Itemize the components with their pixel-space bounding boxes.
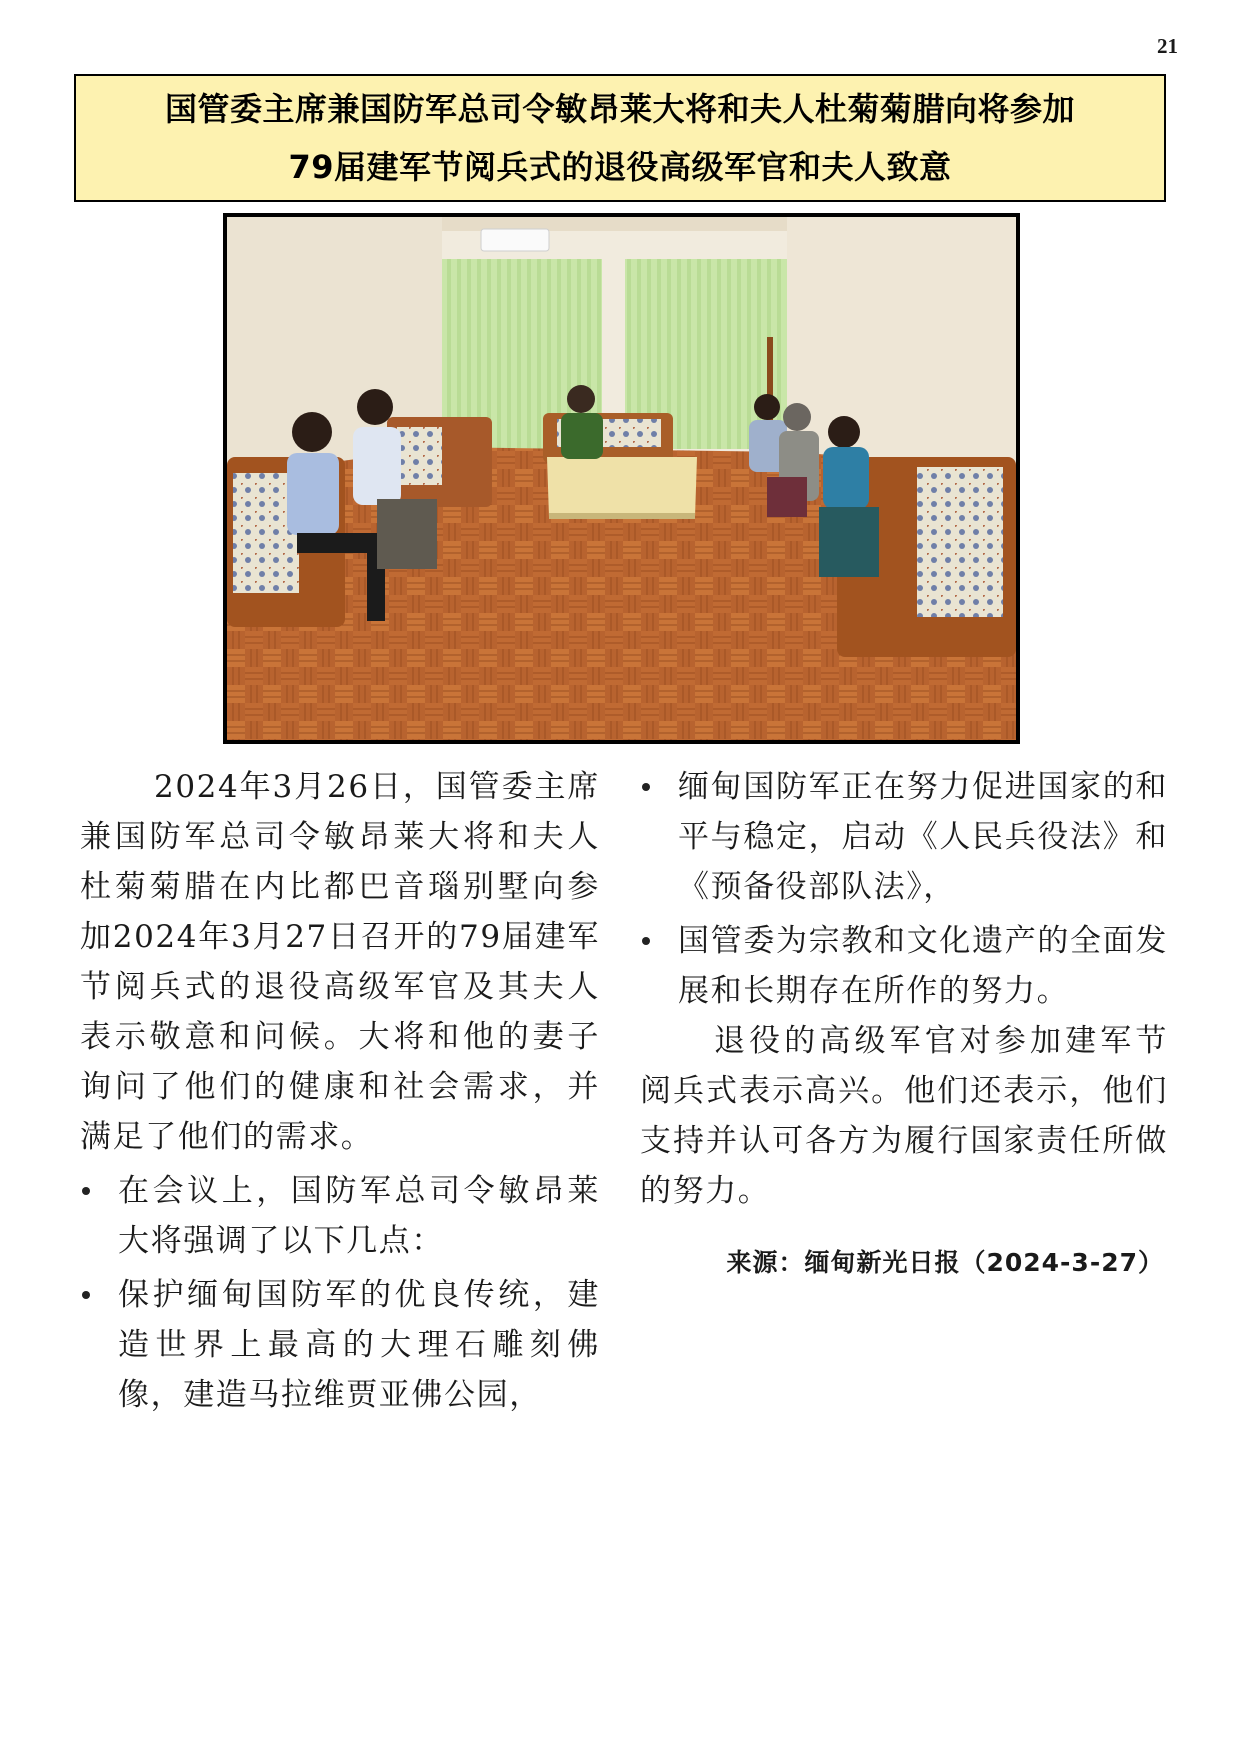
- bullet-icon: [82, 1187, 90, 1195]
- bullet-item: [80, 1270, 600, 1420]
- source-credit: 来源：缅甸新光日报（2024-3-27）: [726, 1248, 1164, 1277]
- bullet-text: 保护缅甸国防军的优良传统，建造世界上最高的大理石雕刻佛像，建造马拉维贾亚佛公园，: [118, 1277, 600, 1413]
- bullet-text: 在会议上，国防军总司令敏昂莱大将强调了以下几点：: [118, 1173, 600, 1259]
- left-column: [80, 762, 600, 1420]
- bullet-icon: [82, 1291, 90, 1299]
- headline-line-2: 79届建军节阅兵式的退役高级军官和夫人致意: [288, 148, 952, 186]
- bullet-text: 缅甸国防军正在努力促进国家的和平与稳定，启动《人民兵役法》和《预备役部队法》，: [678, 769, 1168, 905]
- bullet-item: [80, 1166, 600, 1266]
- right-column: [640, 762, 1168, 1288]
- headline-box: [74, 74, 1166, 202]
- page-number: 21: [1157, 34, 1178, 58]
- closing-paragraph: 退役的高级军官对参加建军节阅兵式表示高兴。他们还表示，他们支持并认可各方为履行国家责任所做的努力。: [640, 1023, 1168, 1209]
- meeting-room-illustration: [227, 217, 1016, 740]
- bullet-text: 国管委为宗教和文化遗产的全面发展和长期存在所作的努力。: [678, 923, 1168, 1009]
- meeting-photo: [223, 213, 1020, 744]
- bullet-icon: [642, 937, 650, 945]
- bullet-icon: [642, 783, 650, 791]
- bullet-item: [640, 762, 1168, 912]
- headline-line-1: 国管委主席兼国防军总司令敏昂莱大将和夫人杜菊菊腊向将参加: [164, 90, 1075, 128]
- bullet-item: [640, 916, 1168, 1016]
- intro-paragraph: 2024年3月26日，国管委主席兼国防军总司令敏昂莱大将和夫人杜菊菊腊在内比都巴音瑙别墅向参加2024年3月27日召开的79届建军节阅兵式的退役高级军官及其夫人表示敬意和问候。大将和他的妻子询问了他们的健康和社会需求，并满足了他们的需求。: [80, 769, 600, 1155]
